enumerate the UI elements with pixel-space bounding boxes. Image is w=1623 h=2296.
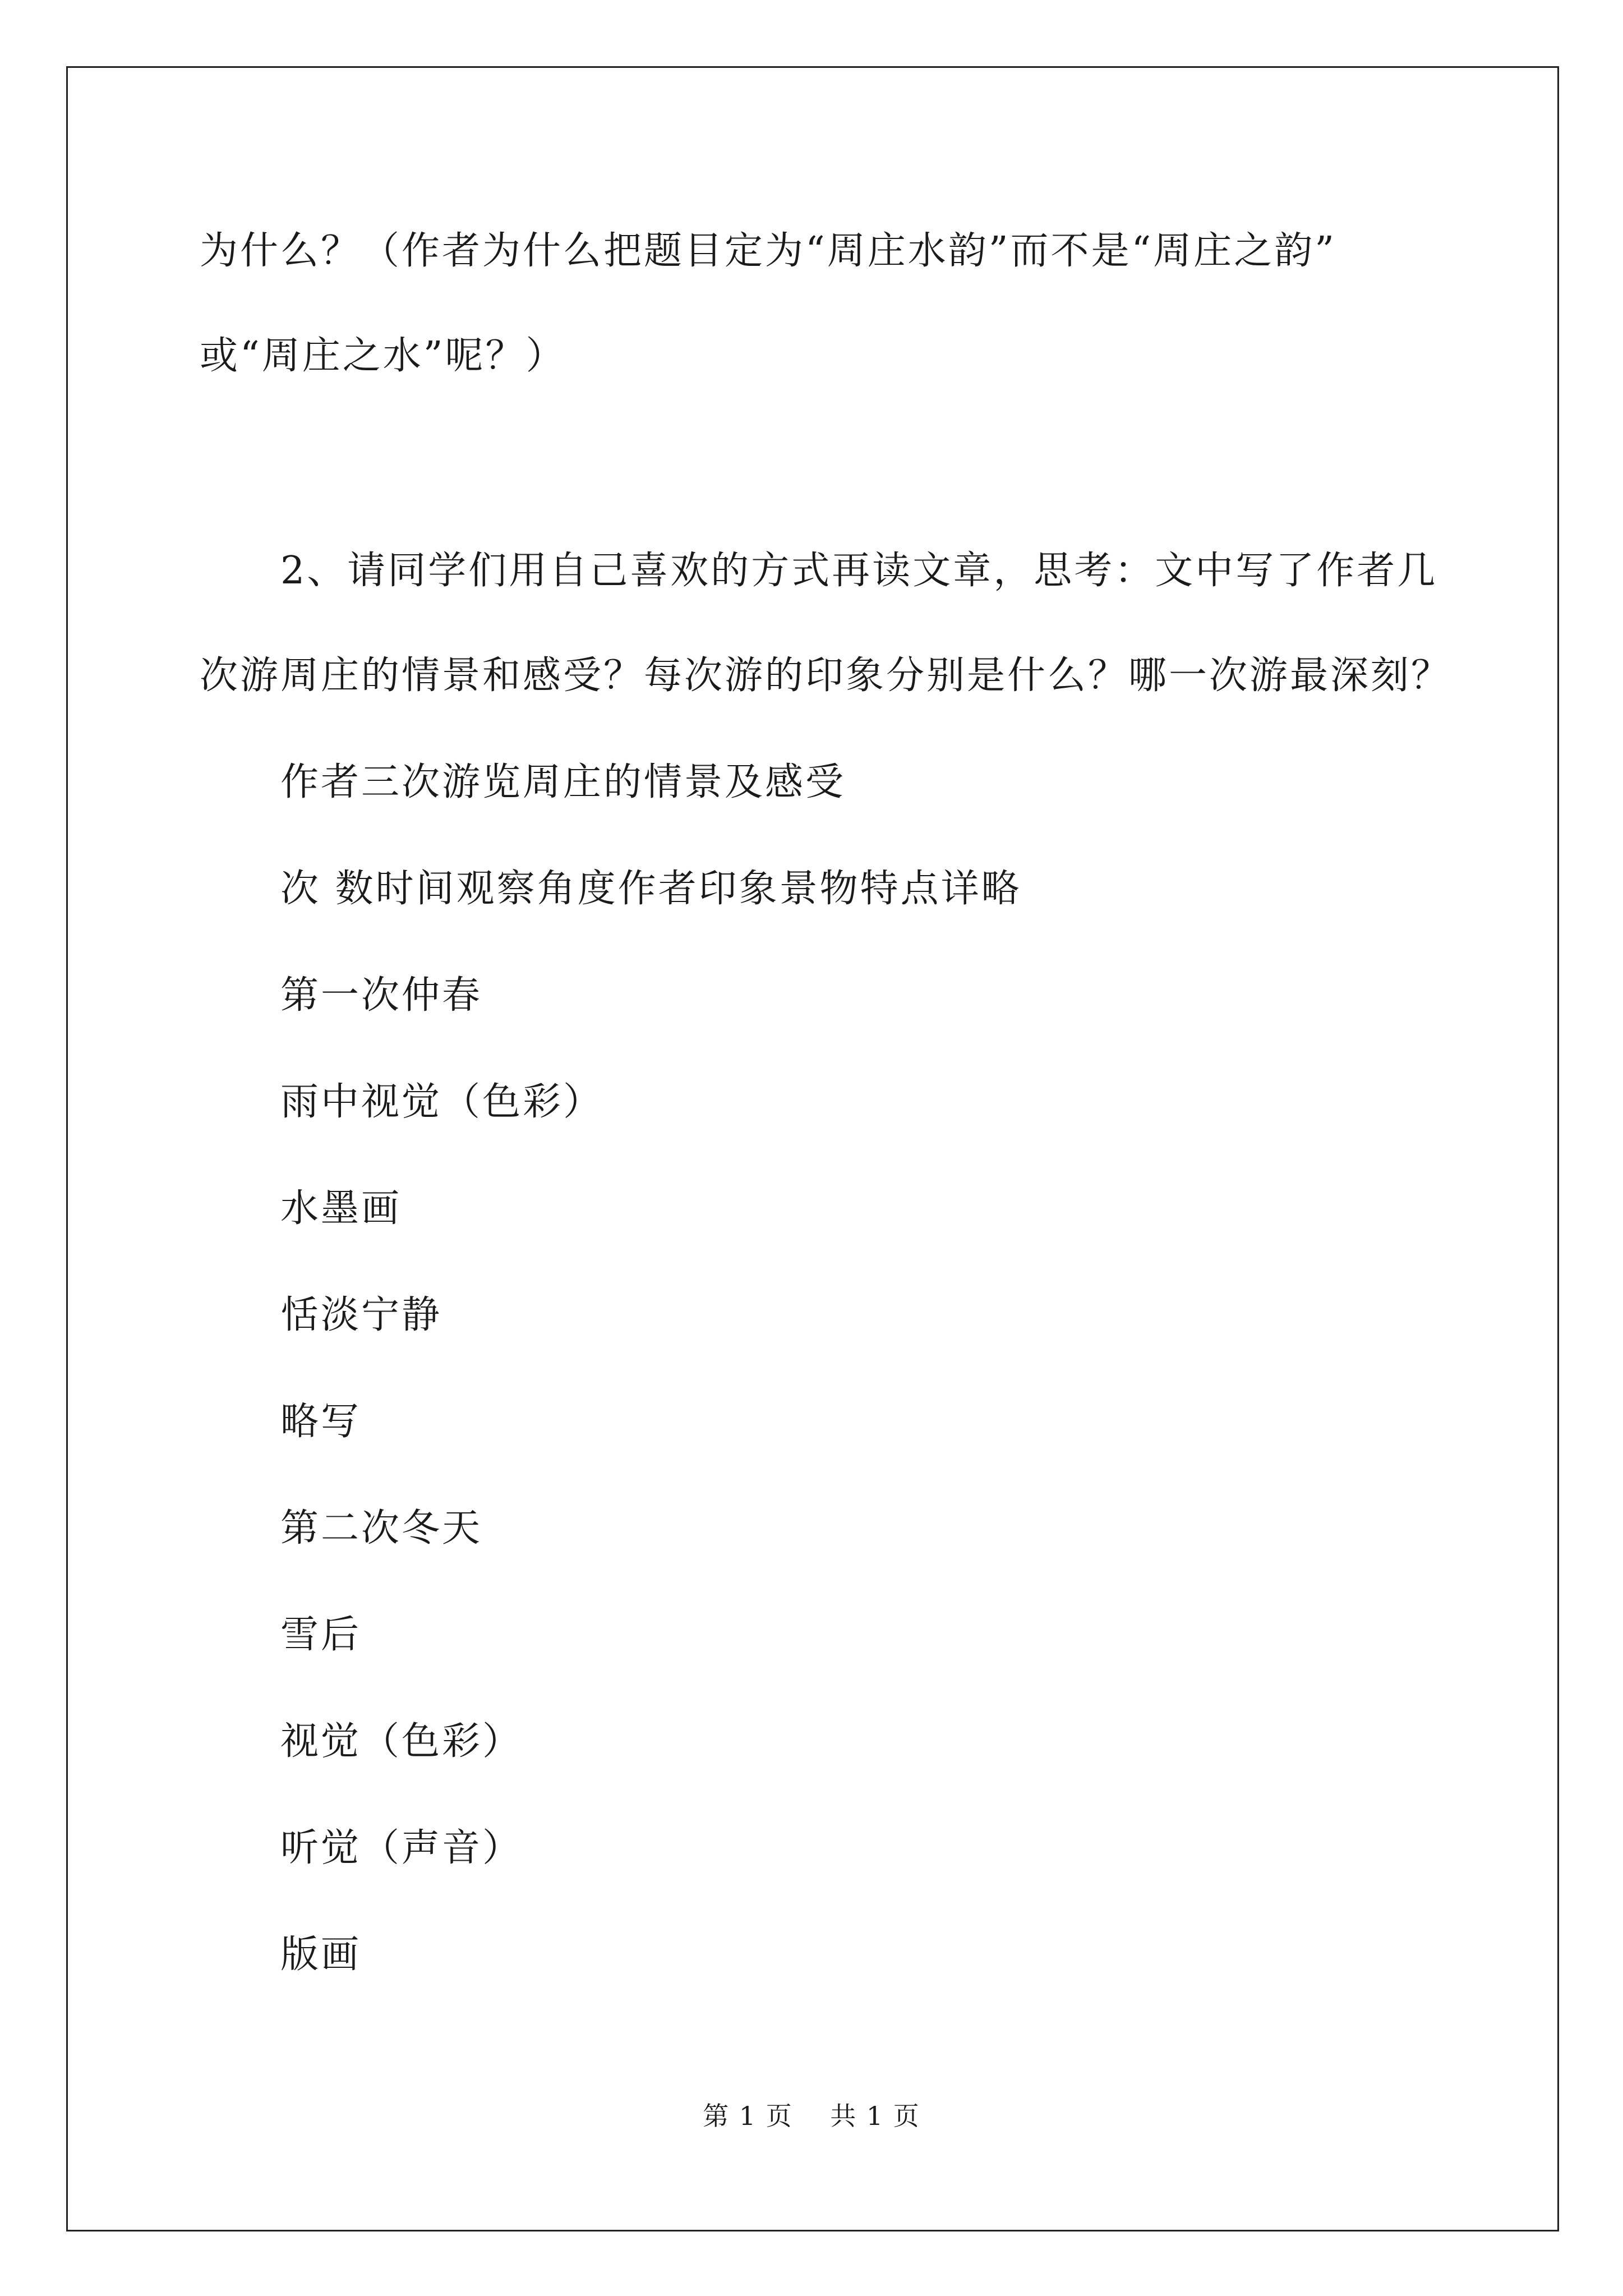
page-border	[66, 66, 1559, 2231]
paragraph-line: 版画	[280, 1932, 362, 1977]
paragraph-line: 第一次仲春	[280, 973, 483, 1018]
paragraph-line: 第二次冬天	[280, 1506, 483, 1550]
paragraph-line: 作者三次游览周庄的情景及感受	[280, 760, 846, 804]
page-footer	[0, 2099, 1623, 2133]
paragraph-line: 2、请同学们用自己喜欢的方式再读文章，思考：文中写了作者几	[280, 549, 1438, 593]
paragraph-line: 雪后	[280, 1613, 362, 1657]
paragraph-line: 听觉（声音）	[280, 1826, 523, 1870]
paragraph-line: 雨中视觉（色彩）	[280, 1080, 604, 1124]
paragraph-line: 次游周庄的情景和感受？每次游的印象分别是什么？哪一次游最深刻？	[200, 654, 1452, 698]
footer-spacer	[793, 2101, 831, 2131]
page-number: 第 1 页	[703, 2101, 793, 2131]
paragraph-line: 或“周庄之水”呢？）	[200, 334, 566, 378]
paragraph-line: 视觉（色彩）	[280, 1719, 523, 1764]
paragraph-line: 为什么？（作者为什么把题目定为“周庄水韵”而不是“周庄之韵”	[200, 229, 1337, 273]
paragraph-line: 略写	[280, 1400, 362, 1444]
paragraph-line: 次 数时间观察角度作者印象景物特点详略	[280, 867, 1022, 911]
paragraph-line: 恬淡宁静	[280, 1293, 442, 1337]
total-pages: 共 1 页	[830, 2101, 920, 2131]
paragraph-line: 水墨画	[280, 1186, 402, 1231]
